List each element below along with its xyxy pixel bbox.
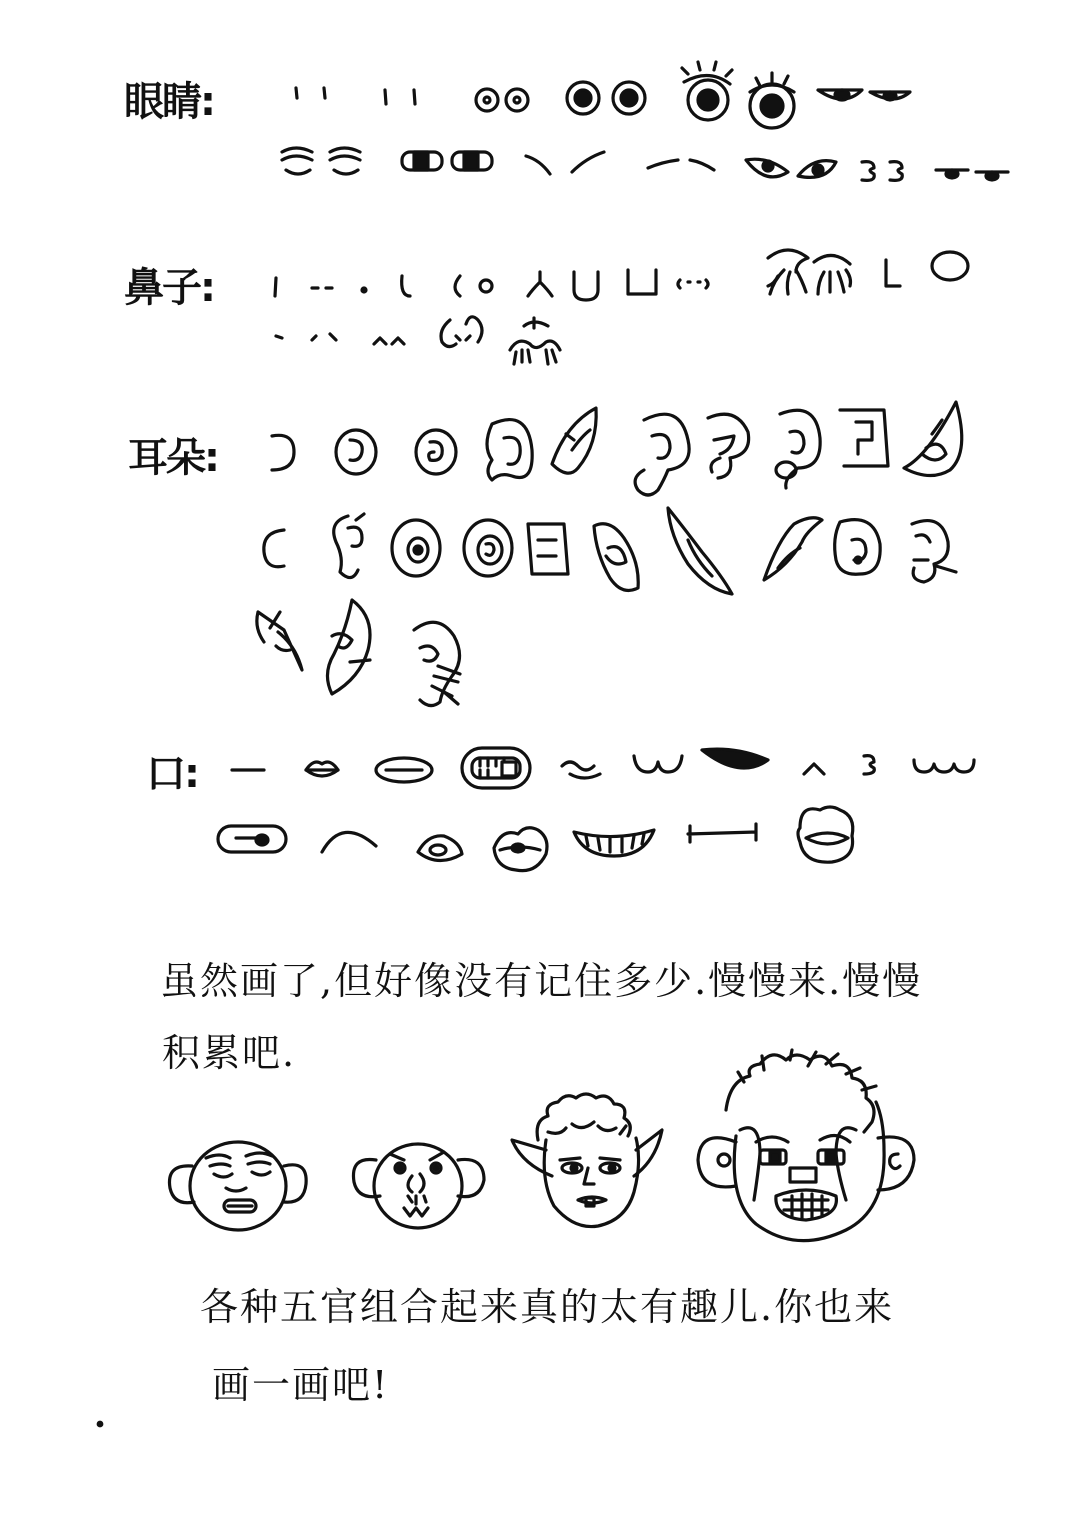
nose-sketch-icon — [814, 255, 851, 294]
ear-sketch-icon — [552, 408, 596, 473]
eyes-label: 眼睛: — [124, 79, 214, 125]
face-sketch-icon — [698, 1050, 914, 1241]
mouth-sketch-icon — [376, 758, 432, 782]
eye-sketch-icon — [567, 82, 645, 114]
note-line-3: 各种五官组合起来真的太有趣儿.你也来 — [200, 1285, 895, 1329]
nose-sketch-icon — [768, 250, 808, 294]
ear-sketch-icon — [487, 420, 532, 480]
face-sketch-icon — [169, 1142, 306, 1230]
nose-sketch-icon — [510, 318, 560, 364]
ear-sketch-icon — [840, 410, 888, 466]
mouth-sketch-icon — [798, 807, 853, 862]
mouth-sketch-icon — [634, 756, 682, 772]
note-line-4: 画一画吧! — [212, 1363, 390, 1407]
face-sketch-icon — [512, 1094, 662, 1227]
mouth-sketch-icon — [804, 764, 824, 774]
nose-label: 鼻子: — [124, 265, 214, 311]
nose-sketch-icon — [628, 270, 656, 294]
ear-sketch-icon — [904, 402, 962, 476]
mouth-sketch-icon — [562, 762, 600, 778]
ear-sketch-icon — [764, 518, 822, 580]
eye-sketch-icon — [936, 170, 1008, 180]
eye-sketch-icon — [296, 88, 325, 98]
ear-sketch-icon — [416, 430, 456, 474]
ear-sketch-icon — [414, 622, 460, 705]
ear-sketch-icon — [257, 612, 302, 670]
ear-sketch-icon — [835, 520, 881, 575]
eye-sketch-icon — [648, 160, 714, 170]
ear-sketch-icon — [528, 524, 568, 574]
eye-sketch-icon — [818, 90, 910, 100]
mouth-sketch-icon — [494, 828, 547, 871]
nose-sketch-icon — [441, 317, 482, 347]
nose-sketch-icon — [374, 338, 404, 344]
ear-sketch-icon — [776, 410, 820, 488]
nose-sketch-icon — [362, 288, 366, 292]
mouth-sketch-icon — [864, 756, 874, 774]
ear-sketch-icon — [668, 508, 732, 594]
ear-sketch-icon — [708, 414, 749, 478]
mouth-sketch-icon — [306, 762, 338, 776]
nose-sketch-icon — [276, 336, 282, 338]
eye-sketch-icon — [402, 152, 492, 170]
nose-sketch-icon — [574, 272, 598, 300]
nose-sketch-icon — [275, 278, 276, 296]
mouth-sketch-icon — [322, 832, 376, 852]
mouth-sketch-icon — [462, 748, 530, 788]
nose-sketch-icon — [455, 276, 492, 296]
nose-sketch-icon — [678, 280, 708, 288]
nose-sketch-icon — [402, 276, 410, 296]
nose-sketch-icon — [528, 272, 552, 296]
nose-sketch-icon — [932, 252, 968, 280]
mouth-sketch-icon — [914, 760, 974, 772]
eye-sketch-icon — [682, 62, 732, 120]
nose-sketch-icon — [886, 260, 900, 286]
ear-sketch-icon — [464, 520, 512, 576]
ear-sketch-icon — [264, 530, 284, 567]
mouth-sketch-icon — [418, 836, 462, 861]
eye-sketch-icon — [385, 90, 415, 104]
ear-sketch-icon — [594, 524, 638, 591]
nose-sketch-icon — [312, 334, 336, 340]
ear-sketch-icon — [272, 435, 294, 470]
ear-sketch-icon — [912, 521, 956, 582]
mouth-label: 口: — [146, 751, 198, 797]
ear-sketch-icon — [392, 520, 440, 576]
ear-sketch-icon — [334, 514, 364, 578]
note-line-1: 虽然画了,但好像没有记住多少.慢慢来.慢慢 — [160, 959, 923, 1003]
eye-sketch-icon — [746, 159, 836, 177]
eye-sketch-icon — [862, 162, 902, 181]
ears-label: 耳朵: — [128, 435, 218, 481]
eye-sketch-icon — [526, 152, 604, 174]
mouth-sketch-icon — [702, 749, 768, 768]
ear-sketch-icon — [635, 414, 689, 495]
ear-sketch-icon — [336, 430, 376, 474]
note-line-2: 积累吧. — [162, 1031, 297, 1075]
face-sketch-icon — [353, 1144, 484, 1228]
mouth-sketch-icon — [574, 830, 654, 856]
eye-sketch-icon — [282, 148, 360, 174]
ear-sketch-icon — [327, 600, 370, 694]
mouth-sketch-icon — [218, 826, 286, 852]
eye-sketch-icon — [750, 73, 794, 128]
mouth-sketch-icon — [688, 824, 756, 842]
eye-sketch-icon — [476, 89, 528, 111]
